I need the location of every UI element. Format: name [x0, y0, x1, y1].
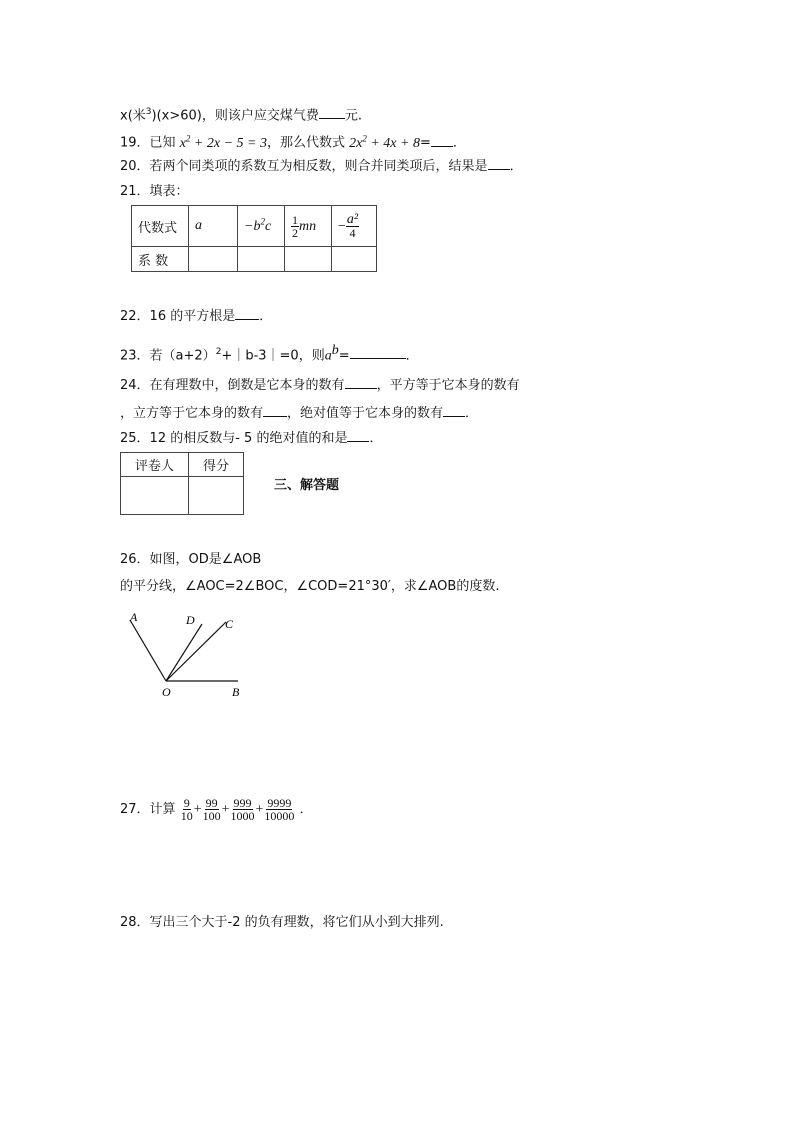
frac-3: $\frac{999}{1000}$	[230, 796, 255, 823]
expr-cell-b2c: $-b^2c$	[238, 206, 285, 247]
row-label-coefficient: 系 数	[132, 247, 189, 272]
label-O: O	[162, 685, 171, 699]
coefficient-table	[131, 205, 377, 272]
question-21: 21．填表：	[120, 184, 189, 199]
question-26-line2: 的平分线，∠AOC=2∠BOC，∠COD=21°30′，求∠AOB的度数.	[120, 579, 500, 594]
question-20: 20．若两个同类项的系数互为相反数，则合并同类项后，结果是 ．	[120, 159, 523, 174]
label-D: D	[186, 613, 195, 627]
q20-blank[interactable]	[488, 157, 510, 170]
section-title: 三、解答题	[274, 478, 340, 493]
coef-input-3[interactable]	[285, 247, 332, 272]
angle-figure	[120, 610, 260, 700]
question-19: 19．已知 $x^2 + 2x - 5 = 3$，那么代数式 $2x^2 + 4x + 8=$ ．	[120, 133, 466, 151]
ray-OD	[166, 624, 202, 681]
question-24-line2: ，立方等于它本身的数有 ，绝对值等于它本身的数有 ．	[120, 406, 479, 421]
q18-blank[interactable]	[319, 106, 345, 119]
q25-blank[interactable]	[347, 429, 369, 442]
expr-cell-a: a	[189, 206, 238, 247]
expr-cell-a2-over-4: − $\frac{\text{a²}}{4}$	[332, 206, 377, 247]
coef-input-1[interactable]	[189, 247, 238, 272]
label-A: A	[130, 610, 138, 624]
q18-tail: x(米$^3$)(x>60)，则该户应交煤气费 元.	[120, 107, 362, 124]
question-24-line1: 24．在有理数中，倒数是它本身的数有 ，平方等于它本身的数有	[120, 378, 520, 393]
q24-blank-3[interactable]	[443, 404, 465, 417]
q19-expr1: $x^2 + 2x - 5 = 3$	[179, 133, 267, 151]
score-box-grader-label: 评卷人	[121, 453, 189, 477]
ray-OC	[166, 622, 226, 681]
question-23: 23．若$(a+2)^2+|b-3|=0$，则$a^b=$ ．	[120, 343, 419, 364]
frac-4: $\frac{9999}{10000}$	[264, 796, 295, 823]
row-label-expression: 代数式	[132, 206, 189, 247]
q19-expr2: $2x^2 + 4x + 8$	[349, 133, 420, 151]
question-26-line1: 26．如图，OD是∠AOB	[120, 552, 262, 567]
ray-OA	[130, 620, 166, 681]
coef-input-2[interactable]	[238, 247, 285, 272]
coef-input-4[interactable]	[332, 247, 377, 272]
question-28: 28．写出三个大于-2 的负有理数，将它们从小到大排列.	[120, 915, 444, 930]
label-C: C	[225, 617, 234, 631]
q24-blank-1[interactable]	[345, 376, 377, 389]
expr-cell-half-mn: $\frac{1}{2}$ mn	[285, 206, 332, 247]
score-box	[120, 452, 244, 515]
question-27: 27．计算 $\frac{9}{10}$ + $\frac{99}{100}$ + $\frac{999}{1000}$ + $\frac{9999}{10000}$ ．	[120, 796, 313, 823]
score-box-score-label: 得分	[189, 453, 244, 477]
question-25: 25．12 的相反数与- 5 的绝对值的和是 ．	[120, 431, 383, 446]
label-B: B	[232, 685, 240, 699]
frac-1: $\frac{9}{10}$	[180, 796, 193, 823]
q22-blank[interactable]	[235, 307, 259, 320]
question-22: 22．16 的平方根是 ．	[120, 309, 273, 324]
frac-2: $\frac{99}{100}$	[202, 796, 221, 823]
score-box-grader-input[interactable]	[121, 477, 189, 515]
q24-blank-2[interactable]	[263, 404, 287, 417]
q23-blank[interactable]	[350, 346, 406, 359]
q19-blank[interactable]	[431, 134, 453, 147]
score-box-score-input[interactable]	[189, 477, 244, 515]
